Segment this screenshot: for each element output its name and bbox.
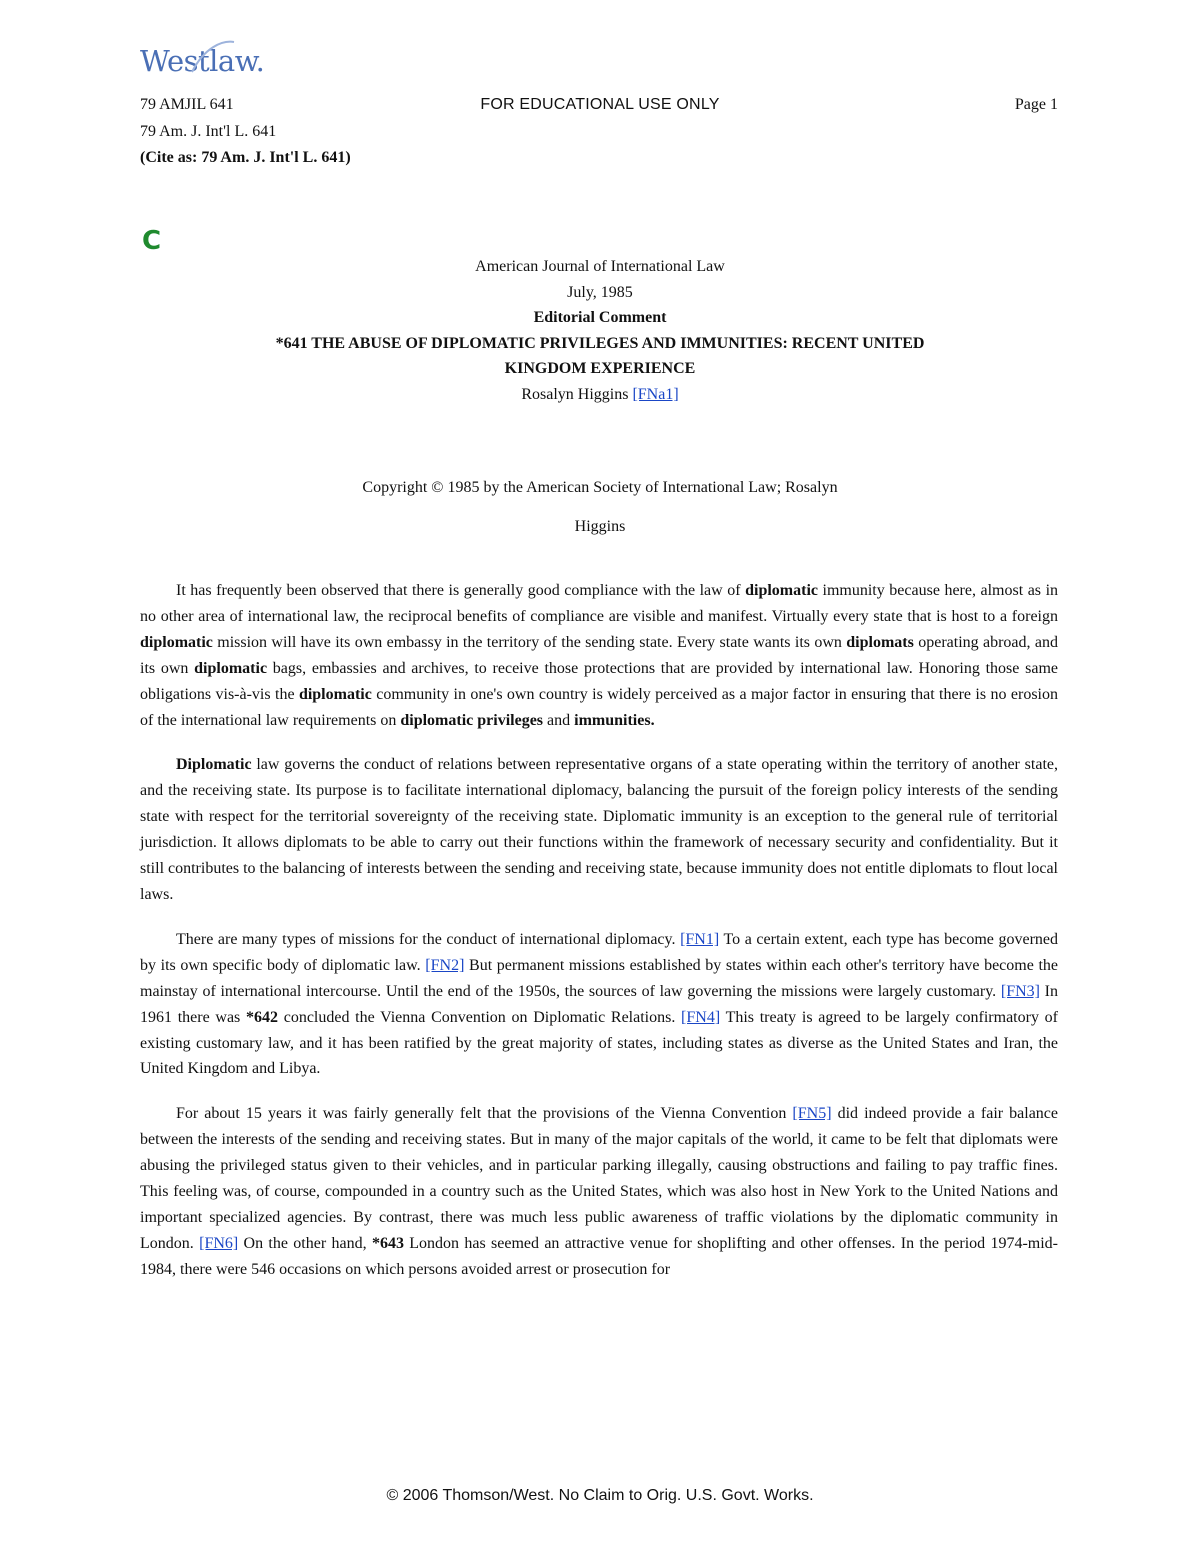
text-run: law governs the conduct of relations between representative organs of a state operating within the territory of another state, and the receiving state. Its purpose is to facilitate international diplomacy, balancing the pursuit of the foreign policy interests of the sending state with respect for the territorial sovereignty of the receiving state. Diplomatic immunity is an exception to the general rule of territorial jurisdiction. It allows diplomats to be able to carry out their functions within the framework of necessary security and confidentiality. But it still contributes to the balancing of interests between the sending and receiving state, because immunity does not entitle diplomats to flout local laws. — [140, 756, 1058, 903]
cite-as-line: (Cite as: 79 Am. J. Int'l L. 641) — [140, 149, 351, 166]
text-run: bags, embassies and archives, to receive those protections that are provided by international law. Honoring those same obligations vis-à-vis the — [140, 659, 1058, 703]
journal-name: American Journal of International Law — [475, 258, 725, 275]
text-run: immunity because here, almost as in no other area of international law, the reciprocal benefits of compliance are visible and manifest. Virtually every state that is host to a foreign — [140, 582, 1059, 625]
search-term-highlight: diplomatic — [745, 582, 818, 599]
text-run: But permanent missions established by states within each other's territory have become the mainstay of international intercourse. Until the end of the 1950s, the sources of law governing the missions were largely customary. — [140, 956, 1058, 1000]
paragraph-4 — [140, 1101, 1058, 1282]
document-title-block — [140, 254, 1060, 408]
search-term-highlight: diplomatic — [298, 685, 372, 703]
footnote-link-fn6[interactable]: [FN6] — [199, 1234, 239, 1252]
text-run: This treaty is agreed to be largely confirmatory of existing customary law, and it has been ratified by the great majority of states, including states as diverse as the United States and Iran, the United Kingdom and Libya. — [140, 1008, 1058, 1078]
copyright-line-2: Higgins — [574, 518, 626, 535]
header-notice: FOR EDUCATIONAL USE ONLY — [480, 96, 720, 113]
footnote-link-fna1[interactable]: [FNa1] — [632, 385, 679, 403]
publication-date: July, 1985 — [567, 283, 633, 301]
copyright-notice — [140, 468, 1060, 546]
section-label: Editorial Comment — [533, 309, 667, 327]
header-citation: 79 AMJIL 641 — [140, 96, 234, 113]
star-page-marker: *642 — [246, 1008, 278, 1026]
text-run: and — [543, 711, 575, 729]
author-name: Rosalyn Higgins — [521, 385, 629, 403]
logo-swoosh-icon — [188, 38, 238, 78]
page-number: Page 1 — [1014, 96, 1058, 113]
text-run: community in one's own country is widely perceived as a major factor in ensuring that there is no erosion of the international law requirements on — [140, 685, 1058, 729]
text-run: concluded the Vienna Convention on Diplomatic Relations. — [278, 1008, 682, 1026]
text-run: operating abroad, and its own — [140, 633, 1058, 677]
search-term-highlight: diplomatic — [194, 659, 268, 677]
footnote-link-fn4[interactable]: [FN4] — [681, 1008, 721, 1026]
star-page-marker: *643 — [371, 1234, 404, 1252]
footer-copyright: © 2006 Thomson/West. No Claim to Orig. U.S. Govt. Works. — [386, 1487, 814, 1504]
footnote-link-fn5[interactable]: [FN5] — [792, 1105, 832, 1123]
footnote-link-fn3[interactable]: [FN3] — [1000, 982, 1040, 1000]
text-run: mission will have its own embassy in the territory of the sending state. Every state wants its own — [212, 633, 847, 651]
footnote-link-fn1[interactable]: [FN1] — [680, 930, 720, 948]
citation-line-2: 79 Am. J. Int'l L. 641 — [140, 123, 277, 140]
author-line — [140, 382, 1060, 408]
article-title-line-1: *641 THE ABUSE OF DIPLOMATIC PRIVILEGES AND IMMUNITIES: RECENT UNITED — [275, 334, 925, 352]
westlaw-logo-text: Westlaw. — [140, 44, 265, 78]
copyright-line-1: Copyright © 1985 by the American Society of International Law; Rosalyn — [362, 479, 838, 496]
paragraph-3 — [140, 927, 1058, 1082]
search-term-highlight: diplomats — [846, 633, 914, 651]
search-term-highlight: diplomatic — [140, 633, 213, 651]
text-run: It has frequently been observed that there is generally good compliance with the law of — [176, 582, 746, 599]
search-term-highlight: diplomatic privileges — [400, 711, 544, 729]
text-run: did indeed provide a fair balance between the interests of the sending and receiving states. But in many of the major capitals of the world, it came to be felt that diplomats were abusing the privileged status given to their vehicles, and in particular parking illegally, causing obstructions and failing to pay traffic fines. This feeling was, of course, compounded in a country such as the United States, which was also host in New York to the United Nations and important specialized agencies. By contrast, there was much less public awareness of traffic violations by the diplomatic community in London. — [140, 1105, 1059, 1252]
text-run: London has seemed an attractive venue for shoplifting and other offenses. In the period 1974-mid-1984, there were 546 occasions on which persons avoided arrest or prosecution for — [140, 1234, 1059, 1278]
search-term-highlight: Diplomatic — [176, 756, 252, 774]
paragraph-2 — [140, 752, 1058, 907]
text-run: On the other hand, — [238, 1234, 372, 1252]
paragraph-1 — [140, 578, 1058, 733]
article-title-line-2: KINGDOM EXPERIENCE — [504, 360, 696, 378]
text-run: For about 15 years it was fairly generally felt that the provisions of the Vienna Convention — [176, 1105, 793, 1123]
article-body — [140, 578, 1058, 1302]
text-run: In 1961 there was — [140, 982, 1058, 1026]
search-term-highlight: immunities. — [574, 711, 655, 729]
text-run: There are many types of missions for the conduct of international diplomacy. — [176, 930, 681, 948]
text-run: To a certain extent, each type has become governed by its own specific body of diplomatic law. — [140, 930, 1059, 974]
keycite-flag-icon[interactable]: C — [142, 226, 162, 256]
footnote-link-fn2[interactable]: [FN2] — [425, 956, 465, 974]
